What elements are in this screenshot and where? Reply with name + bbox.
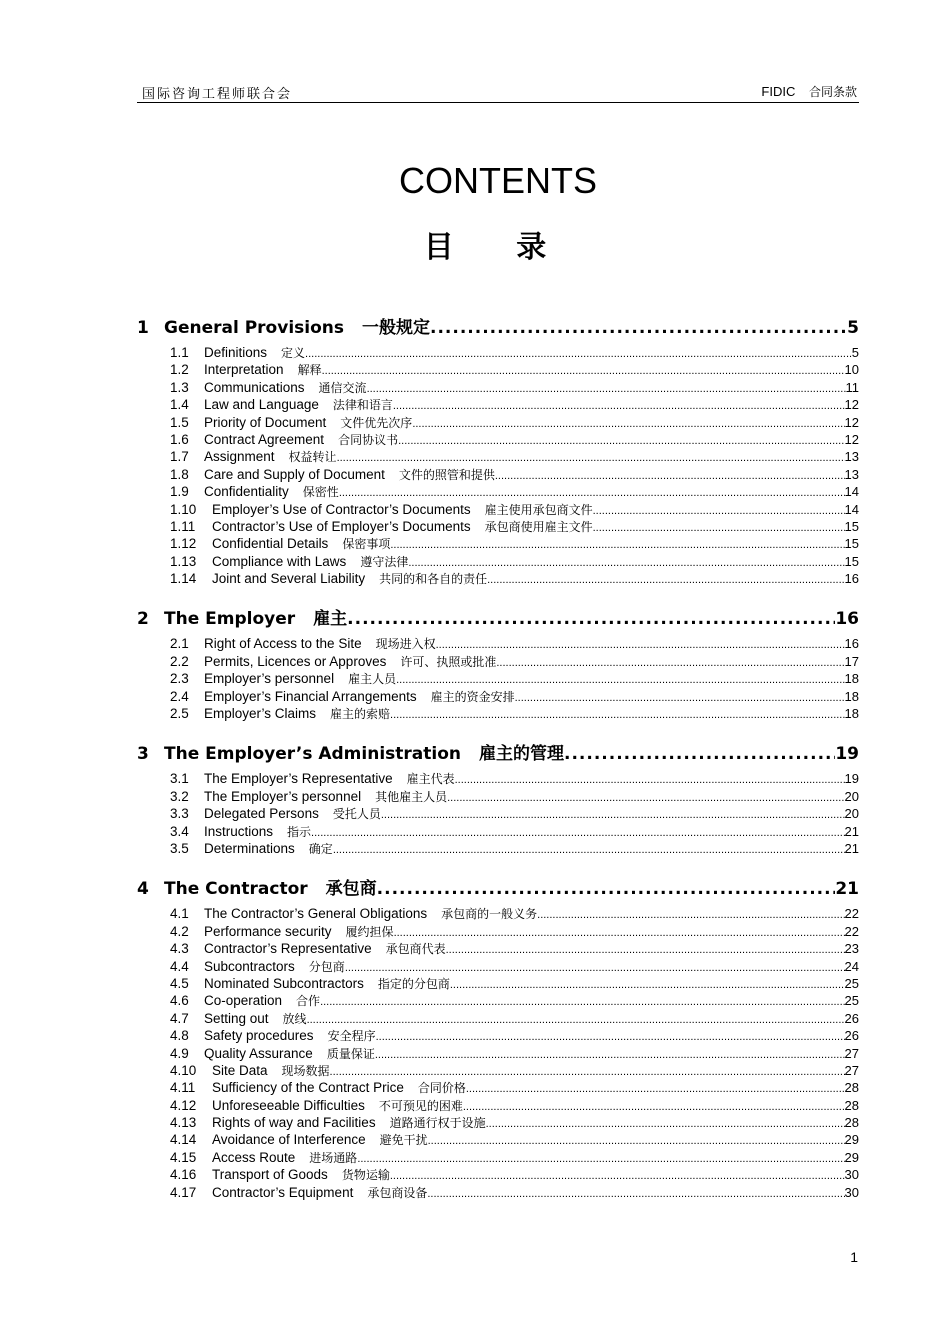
entry-title-cn: 其他雇主人员 — [375, 789, 448, 804]
entry-title: Setting out — [204, 1010, 269, 1026]
section-title: General Provisions — [164, 318, 344, 338]
entry-number: 4.8 — [170, 1028, 189, 1044]
entry-page: 13 — [844, 449, 859, 465]
entry-title: Compliance with Laws — [212, 553, 347, 569]
toc-entry[interactable] — [170, 1166, 859, 1183]
entry-number: 4.11 — [170, 1080, 196, 1096]
entry-page: 28 — [844, 1115, 859, 1131]
entry-title: Confidentiality — [204, 484, 289, 500]
entry-number: 2.3 — [170, 671, 189, 687]
entry-page: 27 — [844, 1062, 859, 1078]
entry-number: 1.12 — [170, 536, 197, 552]
toc-section — [137, 313, 859, 587]
dot-leader — [396, 674, 844, 686]
entry-number: 1.3 — [170, 379, 189, 395]
dot-leader — [375, 1049, 845, 1061]
dot-leader — [427, 1188, 844, 1200]
toc-entry[interactable] — [170, 344, 859, 361]
dot-leader — [339, 487, 845, 499]
dot-leader — [320, 996, 844, 1008]
toc-entry[interactable] — [170, 788, 859, 805]
dot-leader — [367, 383, 846, 395]
entry-page: 5 — [851, 345, 859, 360]
entry-page: 29 — [844, 1132, 859, 1148]
entry-title-cn: 受托人员 — [332, 807, 381, 822]
toc-section — [137, 604, 859, 722]
page-header — [137, 80, 859, 103]
entry-page: 12 — [844, 397, 859, 413]
toc-section-heading[interactable] — [137, 604, 859, 630]
entry-title: Communications — [204, 379, 305, 395]
entry-number: 4.6 — [170, 993, 189, 1009]
toc-section — [137, 739, 859, 857]
toc-entry[interactable] — [170, 1079, 859, 1096]
toc-entry[interactable] — [170, 940, 859, 957]
dot-leader — [347, 609, 835, 629]
entry-number: 4.5 — [170, 975, 189, 991]
entry-number: 4.12 — [170, 1097, 197, 1113]
entry-page: 17 — [844, 653, 859, 669]
title-contents-cn: 目 录 — [423, 230, 573, 265]
toc-entry[interactable] — [170, 1114, 859, 1131]
entry-title: Contractor’s Representative — [204, 941, 372, 957]
entry-title-cn: 共同的和各自的责任 — [379, 572, 488, 587]
entry-title-cn: 文件的照管和提供 — [398, 467, 495, 482]
entry-title-cn: 雇主使用承包商文件 — [484, 502, 593, 517]
entry-title: The Employer’s Representative — [204, 771, 393, 787]
entry-title-cn: 许可、执照或批准 — [400, 654, 497, 669]
entry-number: 1.6 — [170, 431, 189, 447]
entry-title-cn: 进场通路 — [309, 1150, 358, 1165]
entry-title-cn: 确定 — [308, 841, 333, 856]
entry-page: 30 — [844, 1184, 859, 1200]
toc-entry[interactable] — [170, 431, 859, 448]
entry-title-cn: 雇主的资金安排 — [430, 689, 515, 704]
entry-title: Transport of Goods — [212, 1167, 328, 1183]
entry-title: Avoidance of Interference — [212, 1132, 366, 1148]
entry-number: 4.2 — [170, 923, 189, 939]
entry-title: Rights of way and Facilities — [212, 1115, 376, 1131]
entry-title: Quality Assurance — [204, 1045, 313, 1061]
entry-number: 1.8 — [170, 466, 189, 482]
header-org: 国际咨询工程师联合会 — [142, 87, 293, 102]
entry-title: Assignment — [204, 449, 275, 465]
entry-number: 4.9 — [170, 1045, 189, 1061]
entry-number: 3.1 — [170, 771, 189, 787]
section-number: 1 — [137, 318, 149, 338]
toc-entry[interactable] — [170, 905, 859, 922]
dot-leader — [376, 1031, 845, 1043]
entry-title-cn: 解释 — [297, 363, 322, 378]
entry-title: Nominated Subcontractors — [204, 975, 364, 991]
dot-leader — [564, 744, 835, 764]
entry-title: Performance security — [204, 923, 332, 939]
toc-section-heading[interactable] — [137, 874, 859, 900]
toc-entry[interactable] — [170, 570, 859, 587]
toc-entry[interactable] — [170, 448, 859, 465]
dot-leader — [390, 709, 844, 721]
dot-leader — [447, 792, 844, 804]
toc-entry[interactable] — [170, 975, 859, 992]
dot-leader — [496, 657, 844, 669]
entry-number: 4.15 — [170, 1149, 197, 1165]
toc-entry[interactable] — [170, 396, 859, 413]
dot-leader — [390, 1170, 845, 1182]
dot-leader — [487, 574, 844, 586]
entry-number: 1.2 — [170, 362, 189, 378]
toc-entry[interactable] — [170, 1184, 859, 1201]
entry-page: 15 — [844, 518, 859, 534]
toc-entry[interactable] — [170, 379, 859, 396]
entry-number: 1.13 — [170, 553, 197, 569]
entry-title: Confidential Details — [212, 536, 329, 552]
entry-page: 21 — [844, 840, 859, 856]
dot-leader — [394, 927, 845, 939]
entry-title: Co-operation — [204, 993, 283, 1009]
entry-page: 10 — [844, 362, 859, 378]
entry-page: 30 — [844, 1167, 859, 1183]
header-fidic: FIDIC — [761, 84, 796, 99]
entry-title-cn: 合同价格 — [417, 1081, 466, 1096]
dot-leader — [305, 348, 852, 360]
dot-leader — [377, 879, 836, 899]
entry-page: 18 — [844, 706, 859, 722]
entry-title: Law and Language — [204, 397, 319, 413]
entry-title: Employer’s personnel — [204, 671, 335, 687]
dot-leader — [393, 400, 845, 412]
entry-title: Contract Agreement — [204, 431, 325, 447]
entry-title-cn: 雇主代表 — [406, 772, 455, 787]
toc-entry[interactable] — [170, 535, 859, 552]
section-title-cn: 雇主 — [313, 609, 348, 630]
section-page: 19 — [835, 744, 859, 765]
dot-leader — [450, 979, 845, 991]
entry-title-cn: 遵守法律 — [360, 554, 409, 569]
entry-number: 1.14 — [170, 571, 197, 587]
entry-number: 1.7 — [170, 449, 189, 465]
entry-number: 1.11 — [170, 518, 196, 534]
header-doc: 合同条款 — [808, 85, 857, 99]
entry-title-cn: 文件优先次序 — [340, 415, 413, 430]
entry-number: 1.10 — [170, 501, 197, 517]
entry-number: 1.4 — [170, 397, 189, 413]
entry-page: 28 — [844, 1080, 859, 1096]
entry-number: 3.5 — [170, 840, 189, 856]
entry-title-cn: 不可预见的困难 — [378, 1098, 463, 1113]
toc-entry[interactable] — [170, 553, 859, 570]
entry-page: 20 — [844, 788, 859, 804]
toc-entry[interactable] — [170, 501, 859, 518]
entry-page: 26 — [844, 1028, 859, 1044]
entry-page: 22 — [844, 906, 859, 922]
entry-title-cn: 现场进入权 — [375, 637, 436, 652]
entry-title: Interpretation — [204, 362, 284, 378]
entry-title: Access Route — [212, 1149, 296, 1165]
entry-title: The Contractor’s General Obligations — [204, 906, 428, 922]
entry-number: 3.4 — [170, 823, 189, 839]
toc-entry[interactable] — [170, 1131, 859, 1148]
entry-number: 3.3 — [170, 806, 189, 822]
entry-page: 23 — [844, 941, 859, 957]
dot-leader — [495, 470, 845, 482]
entry-title-cn: 承包商代表 — [385, 942, 446, 957]
entry-number: 4.7 — [170, 1010, 189, 1026]
entry-title: Unforeseeable Difficulties — [212, 1097, 365, 1113]
entry-title-cn: 承包商设备 — [367, 1185, 428, 1200]
toc-entry[interactable] — [170, 635, 859, 652]
entry-title: The Employer’s personnel — [204, 788, 362, 804]
section-number: 2 — [137, 609, 149, 630]
entry-title-cn: 避免干扰 — [379, 1133, 428, 1148]
entry-title-cn: 定义 — [281, 346, 306, 360]
entry-title-cn: 通信交流 — [318, 380, 367, 395]
toc-entry[interactable] — [170, 770, 859, 787]
entry-number: 4.1 — [170, 906, 189, 922]
entry-page: 22 — [844, 923, 859, 939]
dot-leader — [330, 1066, 845, 1078]
entry-page: 14 — [844, 501, 859, 517]
entry-title-cn: 质量保证 — [326, 1046, 375, 1061]
entry-page: 11 — [845, 379, 859, 395]
entry-page: 12 — [844, 431, 859, 447]
section-title-cn: 雇主的管理 — [479, 744, 564, 765]
entry-page: 18 — [844, 671, 859, 687]
entry-number: 3.2 — [170, 788, 189, 804]
toc-section-heading[interactable] — [137, 313, 859, 339]
entry-page: 21 — [844, 823, 859, 839]
entry-page: 19 — [844, 771, 859, 787]
entry-title-cn: 保密性 — [302, 485, 339, 500]
entry-number: 1.9 — [170, 484, 189, 500]
entry-title: Safety procedures — [204, 1028, 314, 1044]
entry-title-cn: 分包商 — [308, 959, 345, 974]
dot-leader — [307, 1014, 845, 1026]
dot-leader — [408, 557, 844, 569]
entry-title: Delegated Persons — [204, 806, 319, 822]
dot-leader — [430, 318, 847, 338]
section-title-cn: 承包商 — [325, 879, 377, 900]
toc-entry[interactable] — [170, 1062, 859, 1079]
toc-entry[interactable] — [170, 805, 859, 822]
dot-leader — [537, 909, 844, 921]
entry-page: 20 — [844, 806, 859, 822]
toc-entry[interactable] — [170, 466, 859, 483]
toc-entry[interactable] — [170, 1045, 859, 1062]
entry-number: 2.5 — [170, 706, 189, 722]
entry-title: Contractor’s Equipment — [212, 1184, 354, 1200]
entry-page: 12 — [844, 414, 859, 430]
entry-title-cn: 雇主的索赔 — [330, 707, 391, 722]
entry-page: 15 — [844, 553, 859, 569]
toc-section-heading[interactable] — [137, 739, 859, 765]
entry-title: Site Data — [212, 1062, 268, 1078]
toc-entry[interactable] — [170, 840, 859, 857]
entry-number: 4.13 — [170, 1115, 197, 1131]
entry-title-cn: 雇主人员 — [348, 672, 397, 687]
toc-entry[interactable] — [170, 923, 859, 940]
entry-title: Subcontractors — [204, 958, 295, 974]
entry-title-cn: 保密事项 — [342, 537, 391, 552]
toc-entry[interactable] — [170, 1027, 859, 1044]
dot-leader — [390, 539, 844, 551]
toc-entry[interactable] — [170, 1010, 859, 1027]
header-right — [761, 83, 857, 100]
entry-title: Right of Access to the Site — [204, 636, 362, 652]
entry-number: 2.4 — [170, 688, 189, 704]
entry-title: Joint and Several Liability — [212, 571, 366, 587]
entry-page: 16 — [844, 571, 859, 587]
entry-title: Employer’s Use of Contractor’s Documents — [212, 501, 471, 517]
entry-title-cn: 合同协议书 — [338, 432, 399, 447]
toc-entry[interactable] — [170, 483, 859, 500]
entry-page: 14 — [844, 484, 859, 500]
section-number: 4 — [137, 879, 149, 900]
toc-entry[interactable] — [170, 992, 859, 1009]
entry-title: Permits, Licences or Approves — [204, 653, 387, 669]
dot-leader — [345, 962, 845, 974]
entry-title-cn: 道路通行权于设施 — [389, 1116, 486, 1131]
toc-entry[interactable] — [170, 1097, 859, 1114]
entry-page: 26 — [844, 1010, 859, 1026]
dot-leader — [333, 844, 845, 856]
entry-title: Employer’s Financial Arrangements — [204, 688, 417, 704]
entry-number: 4.3 — [170, 941, 189, 957]
entry-page: 15 — [844, 536, 859, 552]
entry-title-cn: 货物运输 — [341, 1168, 390, 1183]
toc-entry[interactable] — [170, 670, 859, 687]
entry-number: 2.2 — [170, 653, 189, 669]
entry-title: Sufficiency of the Contract Price — [212, 1080, 404, 1096]
title-contents: CONTENTS — [399, 160, 597, 201]
entry-title-cn: 合作 — [296, 994, 321, 1009]
entry-title-cn: 权益转让 — [288, 450, 337, 465]
dot-leader — [428, 1135, 845, 1147]
entry-title-cn: 安全程序 — [327, 1029, 376, 1044]
dot-leader — [466, 1083, 845, 1095]
entry-title: Contractor’s Use of Employer’s Documents — [212, 518, 471, 534]
entry-number: 1.1 — [170, 345, 189, 360]
entry-page: 13 — [844, 466, 859, 482]
section-page: 21 — [835, 879, 859, 900]
toc-entry[interactable] — [170, 414, 859, 431]
section-number: 3 — [137, 744, 149, 765]
toc-entry[interactable] — [170, 1149, 859, 1166]
entry-title: Definitions — [204, 345, 268, 360]
entry-number: 2.1 — [170, 636, 189, 652]
entry-page: 27 — [844, 1045, 859, 1061]
entry-title: Employer’s Claims — [204, 706, 317, 722]
entry-title: Priority of Document — [204, 414, 327, 430]
toc-section — [137, 874, 859, 1201]
dot-leader — [398, 435, 844, 447]
dot-leader — [311, 827, 844, 839]
entry-title: Determinations — [204, 840, 295, 856]
dot-leader — [455, 774, 845, 786]
section-title: The Contractor — [164, 879, 308, 900]
entry-title-cn: 履约担保 — [345, 924, 394, 939]
dot-leader — [412, 418, 844, 430]
entry-page: 25 — [844, 993, 859, 1009]
dot-leader — [486, 1118, 845, 1130]
toc-entry[interactable] — [170, 518, 859, 535]
dot-leader — [446, 944, 845, 956]
entry-number: 4.10 — [170, 1062, 197, 1078]
toc-entry[interactable] — [170, 361, 859, 378]
dot-leader — [515, 692, 845, 704]
entry-title-cn: 现场数据 — [281, 1063, 330, 1078]
table-of-contents — [137, 313, 859, 1218]
toc-entry[interactable] — [170, 705, 859, 722]
dot-leader — [381, 809, 845, 821]
entry-page: 16 — [844, 636, 859, 652]
entry-number: 4.4 — [170, 958, 189, 974]
dot-leader — [593, 522, 845, 534]
toc-entry[interactable] — [170, 823, 859, 840]
section-title-cn: 一般规定 — [362, 318, 430, 338]
toc-entry[interactable] — [170, 688, 859, 705]
toc-entry[interactable] — [170, 958, 859, 975]
entry-page: 18 — [844, 688, 859, 704]
entry-number: 1.5 — [170, 414, 189, 430]
dot-leader — [322, 365, 845, 377]
entry-title-cn: 放线 — [282, 1011, 307, 1026]
section-page: 5 — [847, 318, 859, 338]
dot-leader — [436, 639, 845, 651]
entry-title: Care and Supply of Document — [204, 466, 385, 482]
entry-number: 4.16 — [170, 1167, 197, 1183]
entry-page: 28 — [844, 1097, 859, 1113]
section-page: 16 — [835, 609, 859, 630]
entry-number: 4.14 — [170, 1132, 197, 1148]
dot-leader — [593, 505, 845, 517]
section-title: The Employer’s Administration — [164, 744, 461, 765]
entry-title-cn: 指示 — [287, 824, 312, 839]
entry-title-cn: 法律和语言 — [332, 398, 393, 413]
entry-page: 29 — [844, 1149, 859, 1165]
entry-title-cn: 承包商使用雇主文件 — [484, 519, 593, 534]
toc-entry[interactable] — [170, 653, 859, 670]
entry-title-cn: 承包商的一般义务 — [441, 907, 538, 922]
page-number: 1 — [850, 1249, 858, 1265]
entry-page: 24 — [844, 958, 859, 974]
entry-title: Instructions — [204, 823, 274, 839]
entry-number: 4.17 — [170, 1184, 197, 1200]
entry-page: 25 — [844, 975, 859, 991]
section-title: The Employer — [164, 609, 296, 630]
entry-title-cn: 指定的分包商 — [377, 976, 450, 991]
dot-leader — [357, 1153, 844, 1165]
dot-leader — [463, 1101, 845, 1113]
dot-leader — [337, 452, 845, 464]
